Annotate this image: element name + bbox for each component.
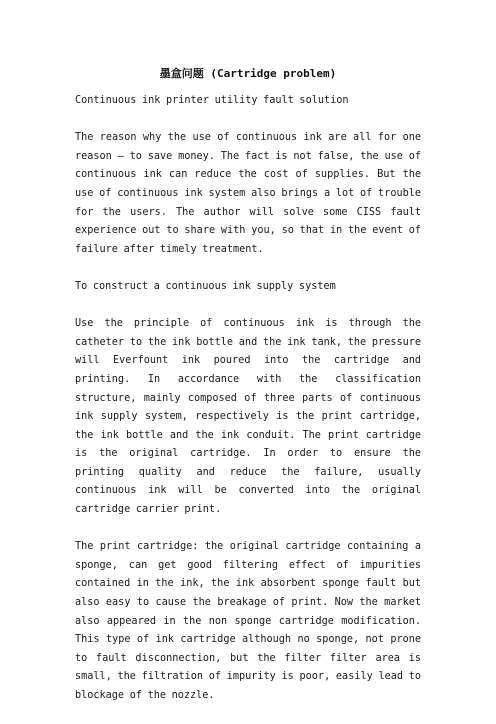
document-body [75, 92, 421, 724]
body-paragraph: Use the principle of continuous ink is through the catheter to the ink bottle and the ink tank, the pressure will Everfount ink poured into the cartridge and printing. In accordance with the classification structure, mainly composed of three parts of continuous ink supply system, respectively is the print cartridge, the ink bottle and the ink conduit. The print cartridge is the original cartridge. In order to ensure the printing quality and reduce the failure, usually continuous ink will be converted into the original cartridge carrier print. [75, 318, 421, 516]
body-paragraph: The print cartridge: the original cartridge containing a sponge, can get good filtering effect of impurities contained in the ink, the ink absorbent sponge fault but also easy to cause the breakage of print. Now the market also appeared in the non sponge cartridge modification. This type of ink cartridge although no sponge, not prone to fault disconnection, but the filter filter area is small, the filtration of impurity is poor, easily lead to blockage of the nozzle. [75, 541, 421, 701]
section-heading: Continuous ink printer utility fault solution [75, 95, 349, 106]
body-paragraph: The reason why the use of continuous ink are all for one reason – to save money. The fact is not false, the use of continuous ink can reduce the cost of supplies. But the use of continuous ink system also brings a lot of trouble for the users. The author will solve some CISS fault experience out to share with you, so that in the event of failure after timely treatment. [75, 132, 421, 255]
section-heading: To construct a continuous ink supply system [75, 280, 336, 292]
document-title: 墨盒问题 (Cartridge problem) [159, 67, 337, 80]
